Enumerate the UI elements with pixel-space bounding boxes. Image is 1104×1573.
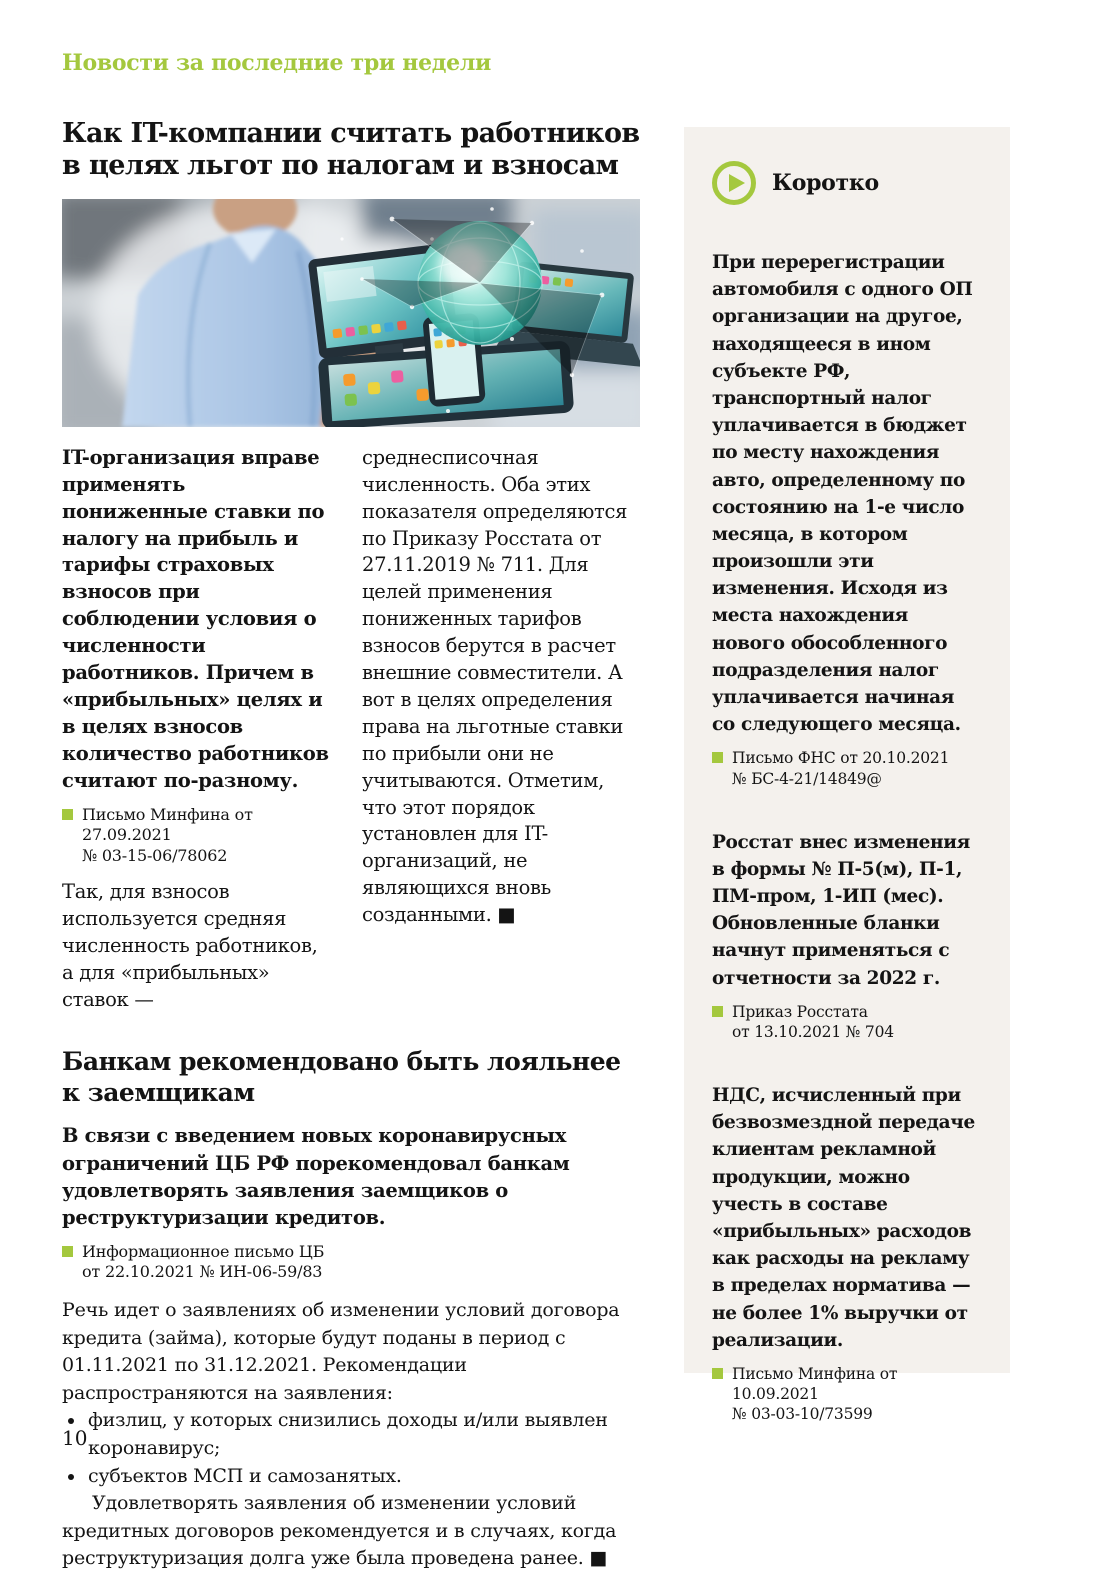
sidebar-korotko <box>684 127 1010 1424</box>
source-bullet-icon <box>62 1246 73 1257</box>
source-text <box>732 1364 982 1424</box>
source-line: № БС-4-21/14849@ <box>732 769 882 788</box>
sidebar-title: Коротко <box>772 170 879 196</box>
article1-column-left <box>62 445 332 1014</box>
news-brief-text: Росстат внес изменения в формы № П-5(м), П-1, ПМ-пром, 1-ИП (мес). Обновленные бланки начнут применяться с отчетности за 2022 г. <box>712 831 970 989</box>
source-note <box>62 805 332 867</box>
source-note <box>712 748 982 788</box>
source-line: Приказ Росстата <box>732 1002 868 1021</box>
source-line: Письмо Минфина от 10.09.2021 <box>732 1364 898 1404</box>
news-brief-text: При перерегистрации автомобиля с одного ОП организации на другое, находящееся в ином субъекте РФ, транспортный налог уплачивается в бюджет по месту нахождения авто, определенному по состоянию на 1-е число месяца, в котором произошли эти изменения. Исходя из места нахождения нового обособленного подразделения налог уплачивается начиная со следующего месяца. <box>712 252 973 736</box>
source-text <box>732 748 949 788</box>
main-content <box>62 118 640 1573</box>
article1-lead: IT-организация вправе применять пониженные ставки по налогу на прибыль и тарифы страховых взносов при соблюдении условия о численности работников. Причем в «прибыльных» целях и в целях взносов количество работников считают по-разному. <box>62 445 329 792</box>
source-line: № 03-15-06/78062 <box>82 846 228 866</box>
source-line: от 22.10.2021 № ИН-06-59/83 <box>82 1262 323 1282</box>
list-item: • физлиц, у которых снизились доходы и/или выявлен коронавирус; <box>86 1407 640 1462</box>
sidebar-header <box>712 161 982 205</box>
article1-title: Как IT-компании считать работников в целях льгот по налогам и взносам <box>62 118 640 182</box>
source-note <box>712 1364 982 1424</box>
article2-bullet-list <box>62 1407 640 1490</box>
article1-body-right: среднесписочная численность. Оба этих показателя определяются по Приказу Росстата от 27.11.2019 № 711. Для целей применения пониженных тарифов взносов берутся в расчет внешние совместители. А вот в целях определения права на льготные ставки по прибыли они не учитываются. Отметим, что этот порядок установлен для IT-организаций, не являющихся вновь созданными. ■ <box>362 445 628 927</box>
news-brief-text: НДС, исчисленный при безвозмездной передаче клиентам рекламной продукции, можно учесть в составе «прибыльных» расходов как расходы на рекламу в пределах норматива — не более 1% выручки от реализации. <box>712 1085 975 1351</box>
source-line: № 03-03-10/73599 <box>732 1405 873 1424</box>
source-text <box>82 1242 324 1284</box>
article2 <box>62 1047 640 1572</box>
source-bullet-icon <box>62 809 73 820</box>
article2-lead: В связи с введением новых коронавирусных ограничений ЦБ РФ порекомендовал банкам удовлетворять заявления заемщиков о реструктуризации кредитов. <box>62 1124 570 1230</box>
article1-photo <box>62 199 640 427</box>
source-line: от 13.10.2021 № 704 <box>732 1022 894 1041</box>
source-note <box>712 1002 982 1042</box>
source-bullet-icon <box>712 1006 723 1017</box>
article2-title: Банкам рекомендовано быть лояльнее к заемщикам <box>62 1047 621 1107</box>
article2-outro: Удовлетворять заявления об изменении условий кредитных договоров рекомендуется и в случаях, когда реструктуризация долга уже была проведена ранее. ■ <box>62 1492 617 1570</box>
list-item: • субъектов МСП и самозанятых. <box>86 1463 640 1491</box>
play-icon <box>712 161 756 205</box>
article1-columns <box>62 445 640 1014</box>
news-brief <box>712 249 982 789</box>
page-number: 10 <box>62 1426 88 1450</box>
source-line: Информационное письмо ЦБ <box>82 1241 325 1261</box>
article1-column-right <box>362 445 640 1014</box>
news-brief <box>712 829 982 1042</box>
source-line: Письмо ФНС от 20.10.2021 <box>732 749 950 768</box>
source-bullet-icon <box>712 752 723 763</box>
source-text <box>732 1002 894 1042</box>
news-brief <box>712 1082 982 1424</box>
article2-intro: Речь идет о заявлениях об изменении условий договора кредита (займа), которые будут поданы в период с 01.11.2021 по 31.12.2021. Рекомендации распространяются на заявления: <box>62 1299 620 1404</box>
source-line: Письмо Минфина от 27.09.2021 <box>82 804 253 845</box>
source-bullet-icon <box>712 1368 723 1379</box>
source-text <box>82 805 332 867</box>
section-kicker: Новости за последние три недели <box>62 50 492 76</box>
source-note <box>62 1242 640 1284</box>
article1-body-left: Так, для взносов используется средняя численность работников, а для «прибыльных» ставок — <box>62 879 318 1011</box>
